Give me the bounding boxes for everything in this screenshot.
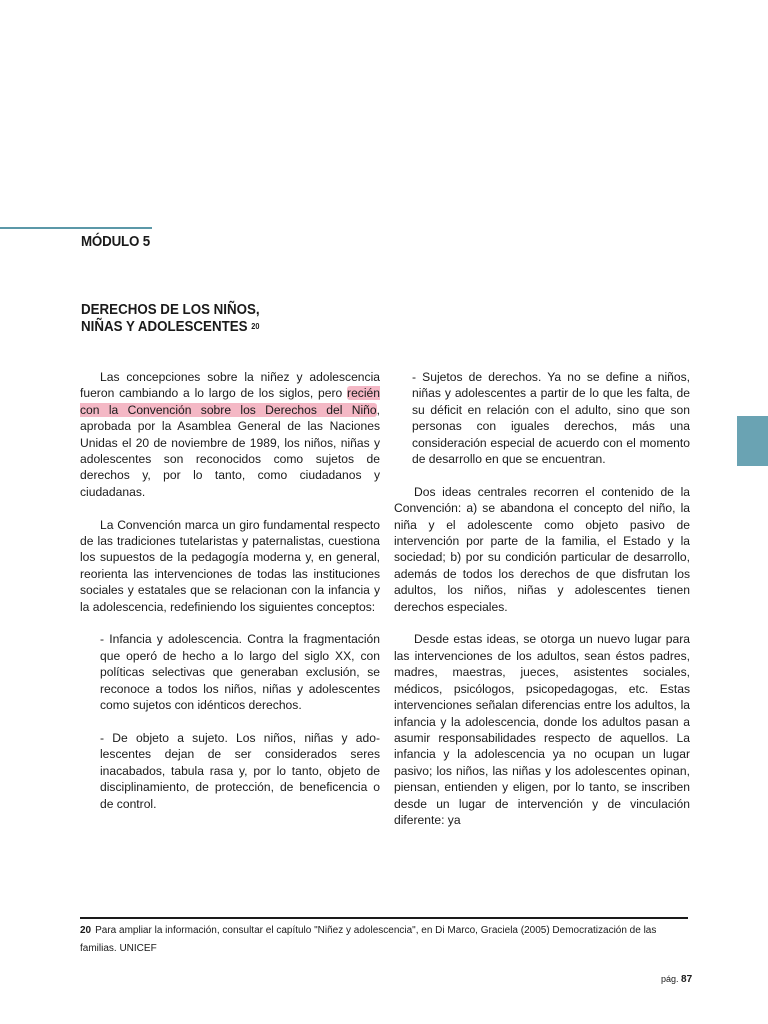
footnote-number: 20	[80, 925, 92, 936]
title-line-1: DERECHOS DE LOS NIÑOS,	[81, 302, 260, 318]
page-label: pág.	[661, 974, 679, 984]
footnote-text: Para ampliar la información, consultar el capítulo "Niñez y adolescencia", en Di Marco, Graciela (2005) Democratización de las familias. UNICEF	[80, 925, 657, 954]
section-tab-marker	[737, 416, 768, 466]
highlighted-text: recién con la Convención sobre los Derechos del Niño	[80, 386, 380, 417]
paragraph-4: Desde estas ideas, se otorga un nuevo lugar para las intervenciones de los adultos, sean éstos padres, madres, maestras, jueces, asistentes sociales, médicos, psicólogos, psicopedagogas, etc. Estas intervenciones señalan diferencias entre los adultos, la infancia y la adolescencia, donde los adultos pasan a asumir responsabilidades respecto de aquellos. La infancia y la adolescencia ya no ocupan un lugar pasivo; los niños, las niñas y los adolescentes opinan, piensan, entienden y eligen, por lo tanto, se inscriben desde un lugar de intervención y de vinculación diferente: ya	[394, 632, 690, 827]
page-title	[81, 302, 260, 336]
list-item-infancia: - Infancia y adolescencia. Contra la fragmentación que operó de hecho a lo largo del siglo XX, con políticas selectivas que generaban exclusión, se reconoce a todos los niños, niñas y adolescentes como sujetos con idénticos derechos.	[100, 632, 380, 713]
footnote-rule	[80, 917, 688, 919]
header-rule	[0, 227, 152, 229]
page-number	[661, 974, 692, 985]
page-number-value: 87	[681, 974, 693, 985]
right-column	[394, 369, 690, 845]
title-footnote-ref[interactable]: 20	[251, 322, 260, 331]
module-label: MÓDULO 5	[81, 234, 150, 250]
paragraph-3: Dos ideas centrales recorren el contenido de la Convención: a) se abandona el concepto del niño, la niña y el adolescente como objeto pasivo de intervención por parte de la familia, el Estado y la sociedad; b) por su condición particular de desarrollo, además de todos los derechos de que disfrutan los adultos, los niños, niñas y adolescentes tienen derechos especiales.	[394, 484, 690, 614]
footnote	[80, 922, 690, 958]
paragraph-1	[80, 369, 380, 500]
list-item-sujetos-derechos: - Sujetos de derechos. Ya no se define a niños, niñas y adolescentes a partir de lo que les falta, de su déficit en relación con el adulto, sino que son personas con iguales derechos, más una consideración especial de acuerdo con el momento de desarrollo en que se encuentran.	[412, 370, 690, 467]
paragraph-1-end: , aprobada por la Asamblea General de las Naciones Unidas el 20 de noviembre de 1989, los niños, niñas y adolescentes son reconocidos como sujetos de derechos y, por lo tanto, como ciudadanos y ciudadanas.	[80, 402, 380, 499]
list-item-objeto-sujeto: - De objeto a sujeto. Los niños, niñas y adolescentes dejan de ser considerados seres inacabados, tabula rasa y, por lo tanto, objeto de disciplinamiento, de protección, de beneficencia o de control.	[100, 730, 380, 811]
left-column	[80, 369, 380, 828]
paragraph-2: La Convención marca un giro fundamental respecto de las tradiciones tutelaristas y paternalistas, cuestiona los supuestos de la pedagogía moderna y, en general, reorienta las intervenciones de todas las instituciones sociales y estatales que se relacionan con la infancia y la adolescencia, redefiniendo los siguientes conceptos:	[80, 517, 380, 614]
title-line-2: NIÑAS Y ADOLESCENTES	[81, 319, 248, 335]
paragraph-1-start: Las concepciones sobre la niñez y adolescencia fueron cambiando a lo largo de los siglos, pero	[80, 370, 380, 401]
